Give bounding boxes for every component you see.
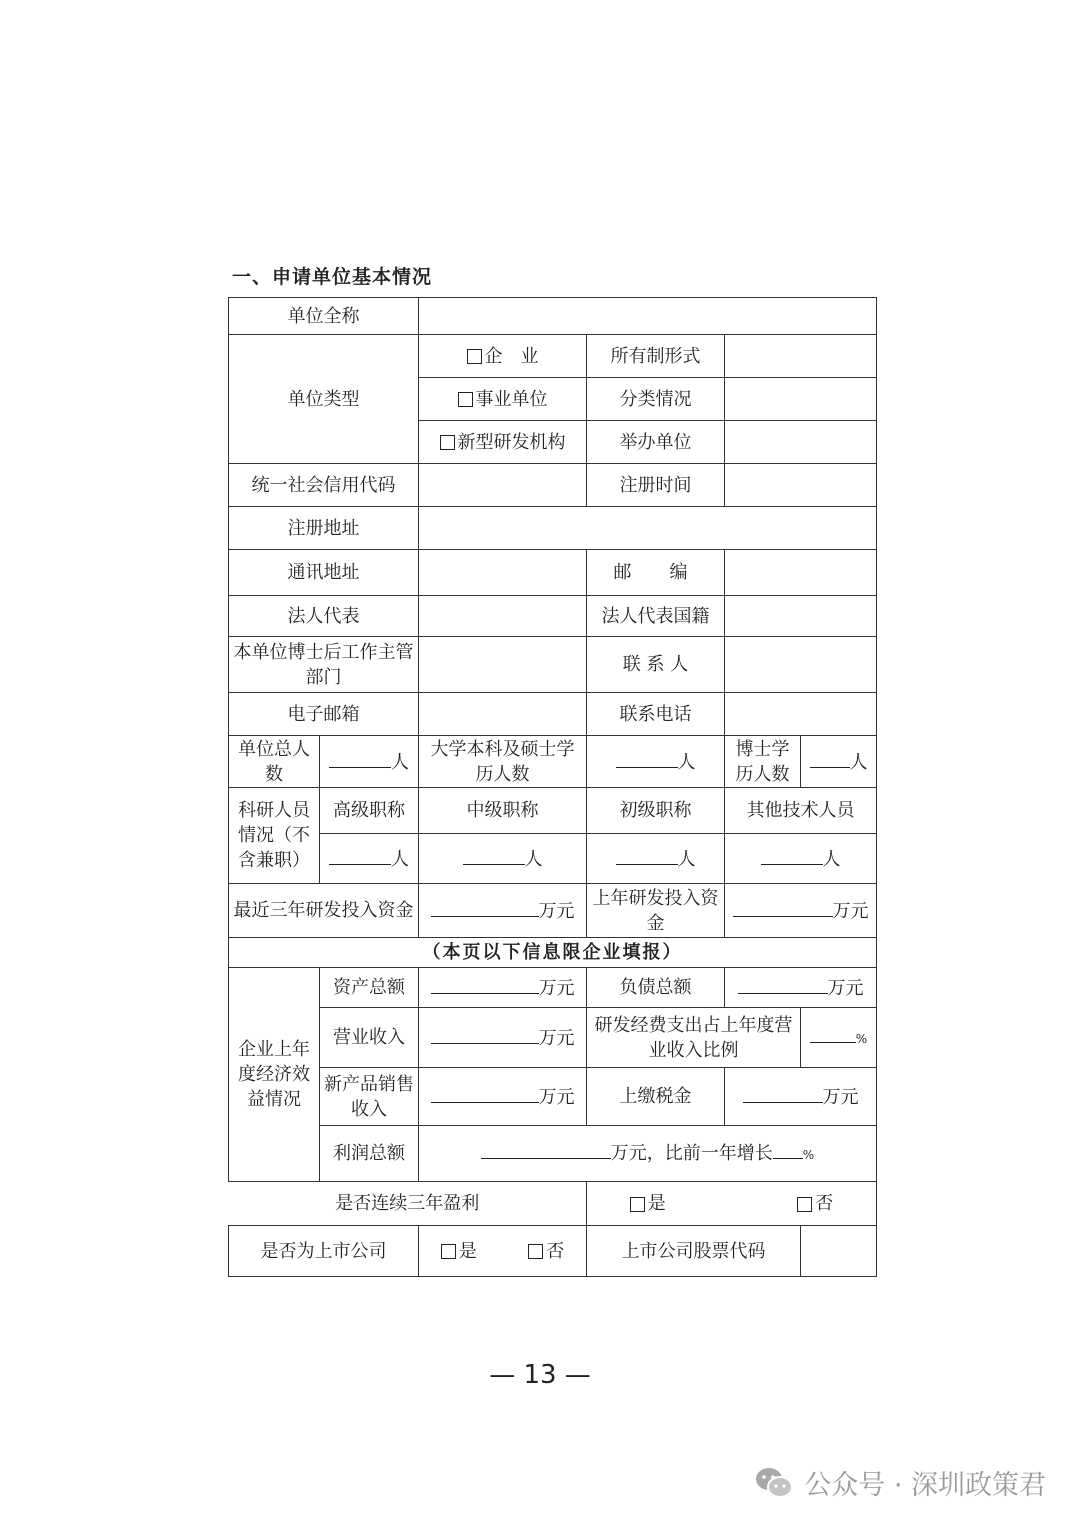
unit-wan: 万元 — [538, 1027, 575, 1049]
field-ownership-form[interactable] — [725, 335, 877, 378]
field-contact-phone[interactable] — [725, 693, 877, 736]
label-email: 电子邮箱 — [229, 693, 419, 736]
label-total-liabilities: 负债总额 — [587, 968, 725, 1008]
unit-person: 人 — [677, 751, 696, 773]
label-doctorate: 博士学历人数 — [725, 736, 801, 788]
label-contact-person: 联 系 人 — [587, 637, 725, 693]
label-total-assets: 资产总额 — [320, 968, 419, 1008]
field-total-assets[interactable] — [419, 968, 587, 1008]
field-bachelor-master[interactable] — [587, 736, 725, 788]
label-unit-full-name: 单位全称 — [229, 298, 419, 335]
field-legal-rep[interactable] — [419, 596, 587, 637]
field-rd-last-year[interactable] — [725, 884, 877, 938]
label-total-staff: 单位总人数 — [229, 736, 320, 788]
field-new-product-sales[interactable] — [419, 1068, 587, 1126]
unit-wan: 万元 — [832, 900, 869, 922]
label-ownership-form: 所有制形式 — [587, 335, 725, 378]
unit-person: 人 — [822, 848, 841, 870]
field-email[interactable] — [419, 693, 587, 736]
option-no: 否 — [815, 1193, 834, 1214]
field-postdoc-dept[interactable] — [419, 637, 587, 693]
label-legal-rep-nationality: 法人代表国籍 — [587, 596, 725, 637]
unit-wan: 万元 — [822, 1086, 859, 1108]
field-unit-full-name[interactable] — [419, 298, 877, 335]
label-postal-code: 邮 编 — [587, 550, 725, 596]
label-revenue: 营业收入 — [320, 1008, 419, 1068]
label-senior-title: 高级职称 — [320, 788, 419, 834]
checkbox-icon[interactable] — [797, 1197, 812, 1212]
field-listed-company[interactable] — [419, 1226, 587, 1277]
field-total-staff[interactable] — [320, 736, 419, 788]
label-classification: 分类情况 — [587, 378, 725, 421]
field-other-tech[interactable] — [725, 834, 877, 884]
field-sponsor-unit[interactable] — [725, 421, 877, 464]
label-legal-rep: 法人代表 — [229, 596, 419, 637]
field-legal-rep-nationality[interactable] — [725, 596, 877, 637]
option-enterprise[interactable] — [419, 335, 587, 378]
checkbox-icon[interactable] — [630, 1197, 645, 1212]
label-middle-title: 中级职称 — [419, 788, 587, 834]
field-total-liabilities[interactable] — [725, 968, 877, 1008]
option-no: 否 — [546, 1240, 565, 1262]
field-rd-3yr[interactable] — [419, 884, 587, 938]
label-registration-time: 注册时间 — [587, 464, 725, 507]
label-rd-ratio: 研发经费支出占上年度营业收入比例 — [587, 1008, 801, 1068]
checkbox-icon[interactable] — [467, 349, 482, 364]
field-doctorate[interactable] — [801, 736, 877, 788]
label-credit-code: 统一社会信用代码 — [229, 464, 419, 507]
label-listed-company: 是否为上市公司 — [229, 1226, 419, 1277]
label-postdoc-dept: 本单位博士后工作主管部门 — [229, 637, 419, 693]
label-other-tech: 其他技术人员 — [725, 788, 877, 834]
unit-wan: 万元 — [538, 1086, 575, 1108]
label-new-product-sales: 新产品销售收入 — [320, 1068, 419, 1126]
label-junior-title: 初级职称 — [587, 788, 725, 834]
unit-person: 人 — [677, 848, 696, 870]
profit-growth-text: 万元，比前一年增长 — [610, 1142, 773, 1164]
unit-wan: 万元 — [827, 977, 864, 999]
field-rd-ratio[interactable] — [801, 1008, 877, 1068]
field-middle-title[interactable] — [419, 834, 587, 884]
label-taxes-paid: 上缴税金 — [587, 1068, 725, 1126]
field-registration-time[interactable] — [725, 464, 877, 507]
section-title: 一、申请单位基本情况 — [232, 266, 433, 288]
checkbox-icon[interactable] — [458, 392, 473, 407]
field-registered-address[interactable] — [419, 507, 877, 550]
page-number: — 13 — — [489, 1360, 591, 1390]
field-profitable-3yr[interactable] — [587, 1182, 877, 1226]
label-registered-address: 注册地址 — [229, 507, 419, 550]
unit-percent: % — [855, 1031, 868, 1046]
label-total-profit: 利润总额 — [320, 1126, 419, 1182]
field-total-profit[interactable] — [419, 1126, 877, 1182]
watermark-text: 公众号 · 深圳政策君 — [804, 1470, 1046, 1501]
option-institution-label: 事业单位 — [475, 388, 548, 410]
option-yes: 是 — [458, 1240, 477, 1262]
field-junior-title[interactable] — [587, 834, 725, 884]
label-mailing-address: 通讯地址 — [229, 550, 419, 596]
unit-person: 人 — [849, 751, 868, 773]
label-unit-type: 单位类型 — [229, 335, 419, 464]
field-stock-code[interactable] — [801, 1226, 877, 1277]
checkbox-icon[interactable] — [441, 1244, 456, 1259]
label-rd-3yr: 最近三年研发投入资金 — [229, 884, 419, 938]
option-new-rd[interactable] — [419, 421, 587, 464]
field-taxes-paid[interactable] — [725, 1068, 877, 1126]
option-yes: 是 — [647, 1193, 666, 1214]
option-institution[interactable] — [419, 378, 587, 421]
checkbox-icon[interactable] — [440, 435, 455, 450]
label-sponsor-unit: 举办单位 — [587, 421, 725, 464]
unit-person: 人 — [524, 848, 543, 870]
field-revenue[interactable] — [419, 1008, 587, 1068]
field-classification[interactable] — [725, 378, 877, 421]
label-bachelor-master: 大学本科及硕士学历人数 — [419, 736, 587, 788]
label-enterprise-econ: 企业上年度经济效益情况 — [229, 968, 320, 1182]
wechat-icon — [754, 1466, 794, 1500]
unit-percent: % — [802, 1147, 815, 1162]
label-rd-last-year: 上年研发投入资金 — [587, 884, 725, 938]
label-stock-code: 上市公司股票代码 — [587, 1226, 801, 1277]
label-researchers: 科研人员情况（不含兼职） — [229, 788, 320, 884]
field-credit-code[interactable] — [419, 464, 587, 507]
label-profitable-3yr: 是否连续三年盈利 — [229, 1182, 587, 1226]
unit-person: 人 — [391, 751, 409, 773]
option-new-rd-label: 新型研发机构 — [457, 431, 566, 453]
checkbox-icon[interactable] — [528, 1244, 543, 1259]
watermark — [754, 1463, 1046, 1502]
field-contact-person[interactable] — [725, 637, 877, 693]
option-enterprise-label: 企 业 — [484, 345, 539, 367]
field-postal-code[interactable] — [725, 550, 877, 596]
field-senior-title[interactable] — [320, 834, 419, 884]
label-contact-phone: 联系电话 — [587, 693, 725, 736]
unit-person: 人 — [391, 848, 409, 870]
unit-wan: 万元 — [538, 900, 575, 922]
unit-wan: 万元 — [538, 977, 575, 999]
field-mailing-address[interactable] — [419, 550, 587, 596]
application-form-table — [228, 297, 877, 1277]
enterprise-only-banner: （本页以下信息限企业填报） — [229, 938, 877, 968]
